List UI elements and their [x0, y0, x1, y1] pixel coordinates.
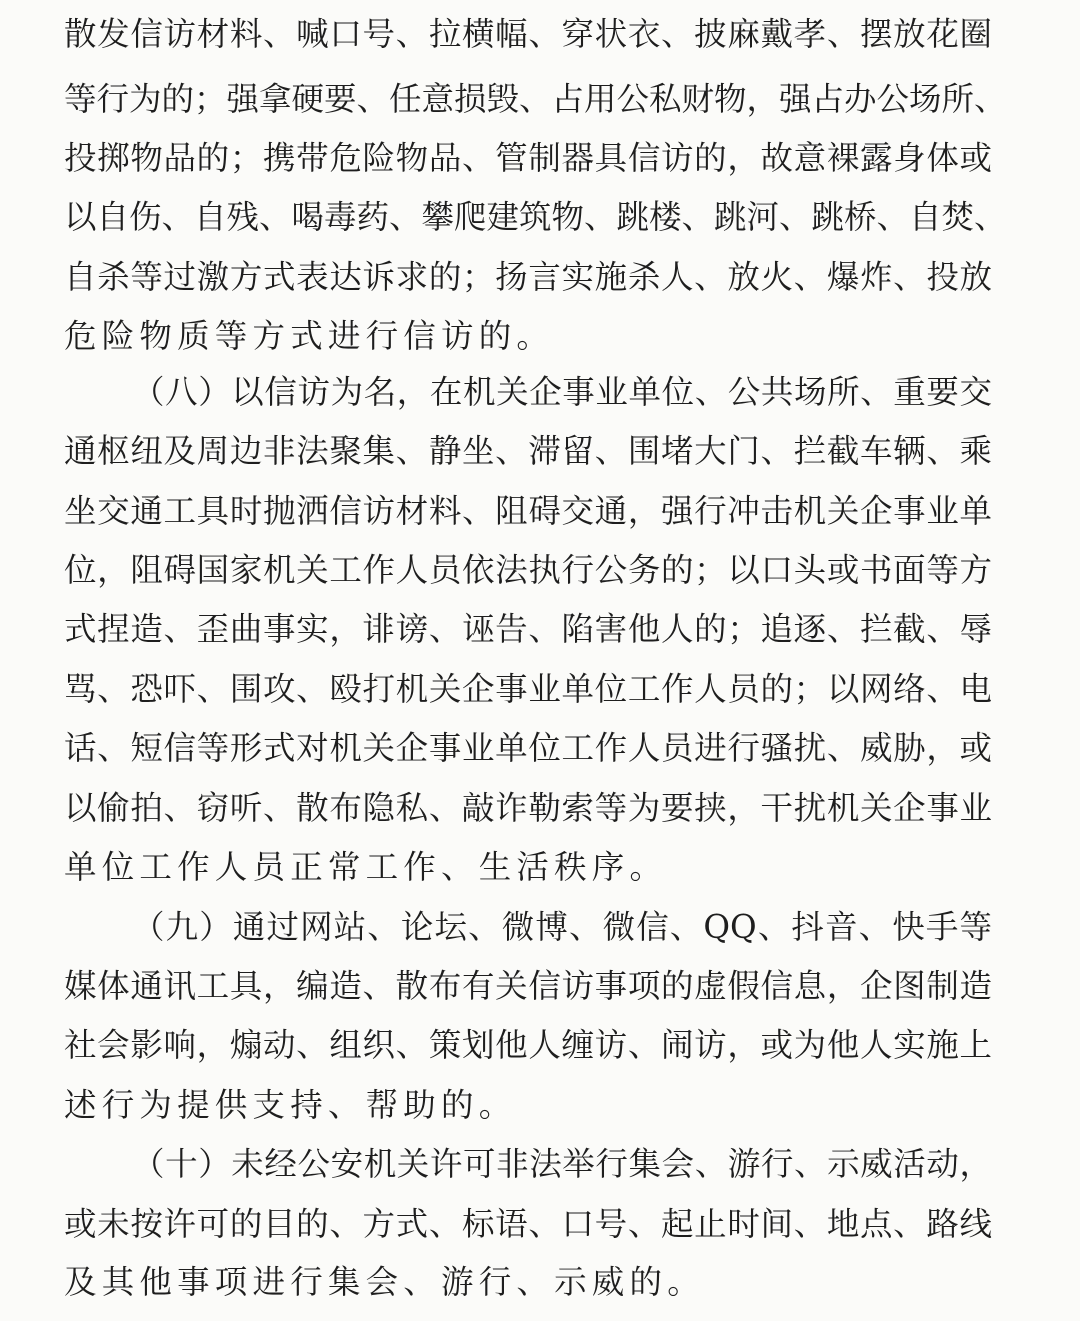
text-line: 及其他事项进行集会、游行、示威的。 [64, 1263, 705, 1301]
paragraph-8-first-line: （八）以信访为名，在机关企事业单位、公共场所、重要交 [132, 373, 992, 411]
text-line: 坐交通工具时抛洒信访材料、阻碍交通，强行冲击机关企事业单 [64, 492, 992, 530]
text-line: 等行为的；强拿硬要、任意损毁、占用公私财物，强占办公场所、 [64, 80, 1007, 118]
text-line: 以偷拍、窃听、散布隐私、敲诈勒索等为要挟，干扰机关企事业 [64, 789, 992, 827]
text-line: 通枢纽及周边非法聚集、静坐、滞留、围堵大门、拦截车辆、乘 [64, 432, 992, 470]
text-line: 危险物质等方式进行信访的。 [64, 317, 555, 355]
paragraph-10-first-line: （十）未经公安机关许可非法举行集会、游行、示威活动， [132, 1145, 992, 1183]
text-line: 或未按许可的目的、方式、标语、口号、起止时间、地点、路线 [64, 1205, 992, 1243]
text-line: 位，阻碍国家机关工作人员依法执行公务的；以口头或书面等方 [64, 551, 992, 589]
text-line: 社会影响，煽动、组织、策划他人缠访、闹访，或为他人实施上 [64, 1026, 992, 1064]
text-line: 述行为提供支持、帮助的。 [64, 1086, 517, 1124]
text-line: 单位工作人员正常工作、生活秩序。 [64, 848, 668, 886]
text-line: 散发信访材料、喊口号、拉横幅、穿状衣、披麻戴孝、摆放花圈 [64, 15, 992, 53]
text-line: 以自伤、自残、喝毒药、攀爬建筑物、跳楼、跳河、跳桥、自焚、 [64, 198, 1007, 236]
text-line: 自杀等过激方式表达诉求的；扬言实施杀人、放火、爆炸、投放 [64, 258, 992, 296]
text-line: 话、短信等形式对机关企事业单位工作人员进行骚扰、威胁，或 [64, 729, 992, 767]
text-line: 媒体通讯工具，编造、散布有关信访事项的虚假信息，企图制造 [64, 967, 992, 1005]
text-line: 式捏造、歪曲事实，诽谤、诬告、陷害他人的；追逐、拦截、辱 [64, 610, 992, 648]
text-line: 投掷物品的；携带危险物品、管制器具信访的，故意裸露身体或 [64, 139, 992, 177]
paragraph-9-first-line: （九）通过网站、论坛、微博、微信、QQ、抖音、快手等 [132, 908, 992, 946]
text-line: 骂、恐吓、围攻、殴打机关企事业单位工作人员的；以网络、电 [64, 670, 992, 708]
